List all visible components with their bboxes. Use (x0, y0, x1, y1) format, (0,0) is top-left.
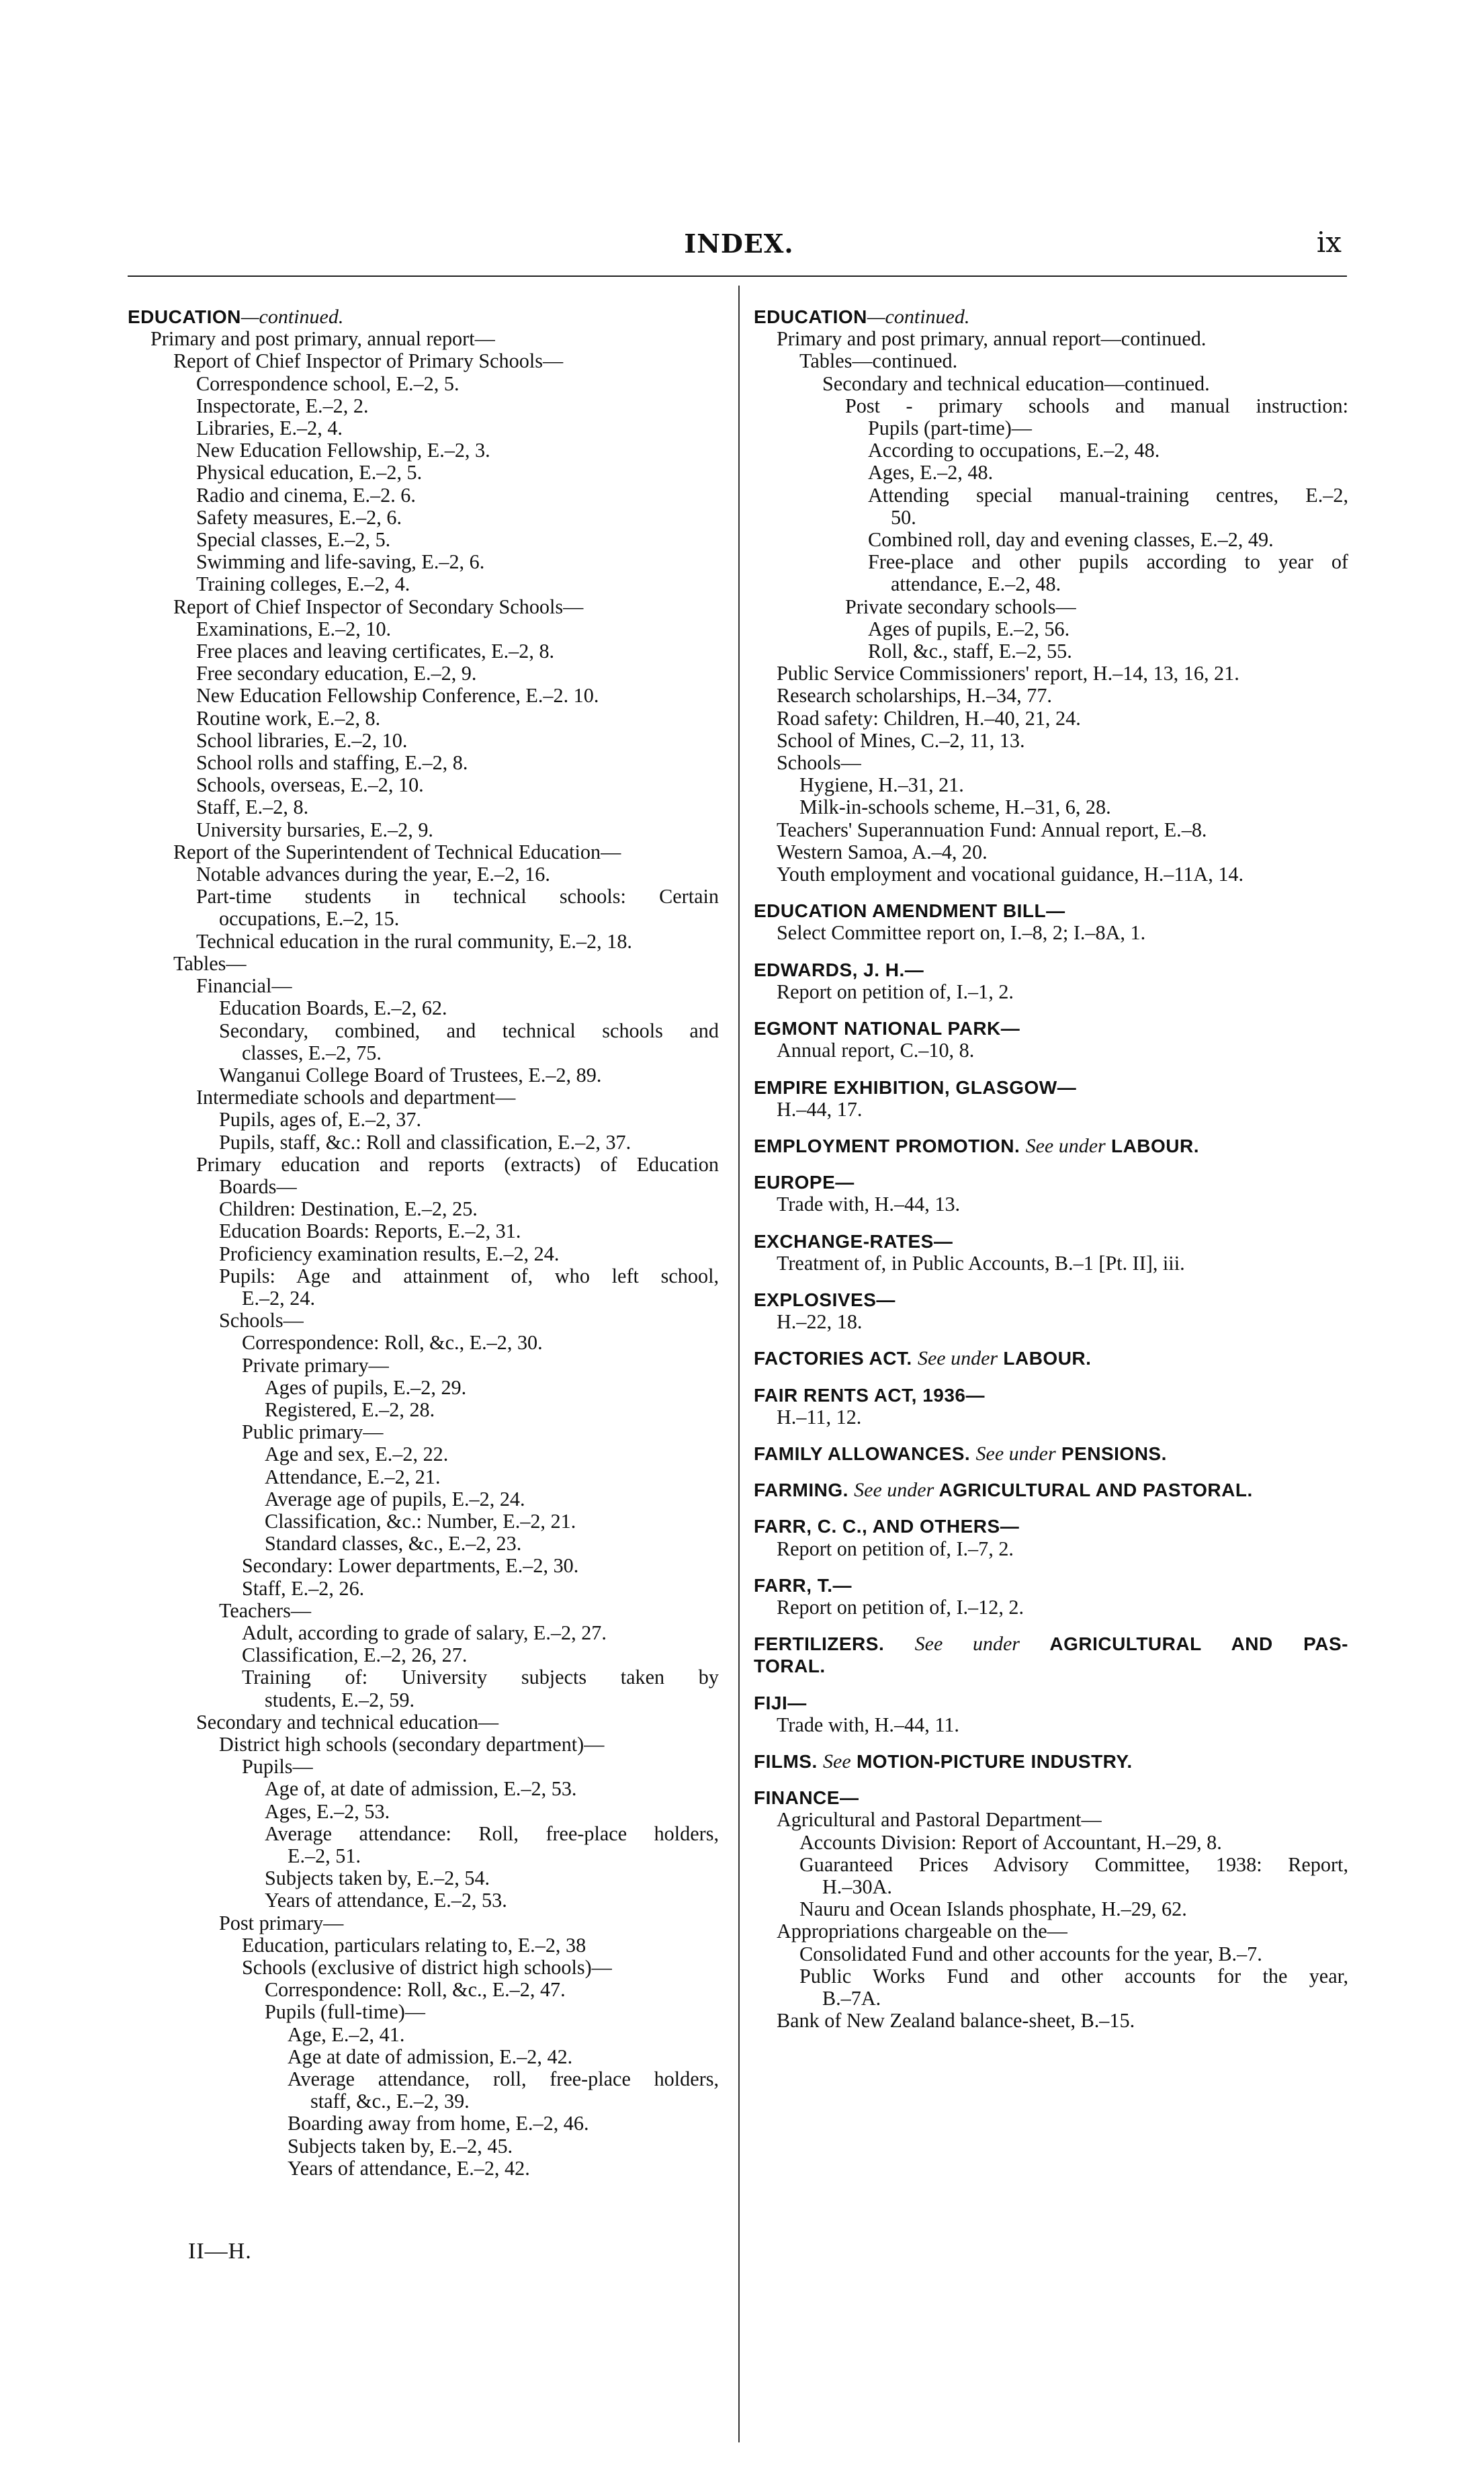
page-number: ix (1316, 226, 1342, 259)
index-entry: Staff, E.–2, 26. (242, 1576, 365, 1600)
index-entry: Education, particulars relating to, E.–2, 38 (242, 1933, 586, 1957)
reference-target: AGRICULTURAL AND PAS- (1049, 1633, 1348, 1655)
index-heading (754, 1655, 1348, 1677)
heading-continued: —continued. (867, 306, 970, 328)
index-entry: Notable advances during the year, E.–2, 16. (196, 863, 550, 886)
index-heading (128, 306, 719, 328)
index-entry: Classification, E.–2, 26, 27. (242, 1643, 468, 1667)
index-entry: According to occupations, E.–2, 48. (868, 439, 1160, 462)
index-entry: Inspectorate, E.–2, 2. (196, 394, 369, 417)
see-reference: See under (854, 1479, 934, 1502)
index-entry: Secondary, combined, and technical schools and (219, 1019, 719, 1042)
index-entry: Pupils— (242, 1755, 313, 1779)
heading-text: EDWARDS, J. H.— (754, 959, 924, 980)
index-heading (754, 1017, 1348, 1039)
entry-spacer (754, 1157, 1348, 1171)
heading-text: FERTILIZERS. (754, 1633, 885, 1655)
index-heading (754, 1171, 1348, 1193)
index-entry: Libraries, E.–2, 4. (196, 417, 343, 440)
index-entry: New Education Fellowship Conference, E.–2. 10. (196, 684, 599, 708)
index-entry: Research scholarships, H.–34, 77. (777, 684, 1052, 708)
heading-continued: —continued. (241, 306, 344, 328)
index-heading (754, 1750, 1348, 1773)
index-entry: Teachers— (219, 1598, 312, 1622)
index-entry: Training colleges, E.–2, 4. (196, 572, 410, 596)
index-entry: Schools, overseas, E.–2, 10. (196, 773, 424, 797)
index-entry: Post primary— (219, 1911, 344, 1934)
index-entry: Part-time students in technical schools: Certain (196, 885, 719, 908)
entry-spacer (754, 1003, 1348, 1017)
index-heading (754, 1135, 1348, 1157)
index-entry: Routine work, E.–2, 8. (196, 706, 381, 730)
index-entry: Free-place and other pupils according to year of (868, 550, 1348, 574)
index-entry: Age of, at date of admission, E.–2, 53. (265, 1777, 577, 1801)
index-entry: Secondary and technical education—continued. (822, 372, 1210, 395)
index-entry: Years of attendance, E.–2, 53. (265, 1889, 507, 1912)
entry-spacer (754, 1560, 1348, 1574)
index-entry: Primary and post primary, annual report—continued. (777, 327, 1207, 351)
entry-spacer (754, 1736, 1348, 1750)
index-entry: Technical education in the rural community, E.–2, 18. (196, 929, 632, 953)
entry-spacer (754, 1333, 1348, 1347)
index-entry: Education Boards: Reports, E.–2, 31. (219, 1220, 521, 1243)
index-entry: Attending special manual-training centres, E.–2, (868, 483, 1348, 507)
index-entry: Swimming and life-saving, E.–2, 6. (196, 550, 485, 574)
entry-spacer (754, 1121, 1348, 1135)
reference-target: PENSIONS. (1061, 1443, 1167, 1464)
entry-spacer (754, 1216, 1348, 1230)
index-entry: New Education Fellowship, E.–2, 3. (196, 439, 490, 462)
index-entry: Staff, E.–2, 8. (196, 796, 309, 819)
index-entry: School rolls and staffing, E.–2, 8. (196, 751, 468, 775)
index-entry: Years of attendance, E.–2, 42. (288, 2156, 530, 2180)
index-entry: Pupils (part-time)— (868, 417, 1032, 440)
index-entry: 50. (891, 505, 916, 529)
index-entry: Nauru and Ocean Islands phosphate, H.–29, 62. (799, 1897, 1187, 1921)
index-entry: School libraries, E.–2, 10. (196, 728, 408, 752)
index-entry: Proficiency examination results, E.–2, 24. (219, 1242, 560, 1265)
entry-spacer (754, 1062, 1348, 1076)
index-entry: Age, E.–2, 41. (288, 2022, 405, 2046)
index-entry: Road safety: Children, H.–40, 21, 24. (777, 706, 1081, 730)
index-entry: Safety measures, E.–2, 6. (196, 505, 402, 529)
index-entry: Public primary— (242, 1420, 384, 1444)
index-entry: Tables—continued. (799, 349, 958, 373)
index-entry: Hygiene, H.–31, 21. (799, 773, 964, 797)
see-reference: See under (917, 1347, 998, 1370)
index-entry: Correspondence: Roll, &c., E.–2, 47. (265, 1978, 566, 2002)
heading-text: FARR, C. C., AND OTHERS— (754, 1516, 1020, 1537)
index-entry: Schools (exclusive of district high schools)— (242, 1956, 612, 1979)
index-entry: Report on petition of, I.–12, 2. (777, 1595, 1024, 1619)
index-entry: Children: Destination, E.–2, 25. (219, 1197, 478, 1221)
index-entry: Ages of pupils, E.–2, 56. (868, 617, 1070, 640)
index-heading (754, 1479, 1348, 1501)
heading-text: EXPLOSIVES— (754, 1289, 896, 1310)
index-entry: occupations, E.–2, 15. (219, 907, 400, 931)
entry-spacer (754, 1773, 1348, 1787)
index-entry: H.–22, 18. (777, 1310, 863, 1334)
index-entry: Radio and cinema, E.–2. 6. (196, 483, 416, 507)
index-heading (754, 1692, 1348, 1714)
index-entry: Report on petition of, I.–7, 2. (777, 1537, 1014, 1560)
index-entry: Milk-in-schools scheme, H.–31, 6, 28. (799, 796, 1111, 819)
index-heading (754, 1443, 1348, 1465)
heading-text: TORAL. (754, 1656, 826, 1677)
index-heading (754, 1633, 1348, 1655)
index-entry: Trade with, H.–44, 13. (777, 1193, 961, 1216)
heading-text: FAIR RENTS ACT, 1936— (754, 1384, 985, 1406)
heading-text: EGMONT NATIONAL PARK— (754, 1018, 1020, 1039)
index-entry: Free secondary education, E.–2, 9. (196, 662, 477, 685)
index-entry: Special classes, E.–2, 5. (196, 528, 391, 552)
heading-text: EDUCATION (754, 306, 867, 327)
signature-mark: II—H. (188, 2239, 252, 2264)
index-heading (754, 1515, 1348, 1537)
index-entry: Public Works Fund and other accounts for the year, (799, 1964, 1348, 1988)
index-entry: Schools— (219, 1309, 304, 1332)
reference-target: MOTION-PICTURE INDUSTRY. (856, 1750, 1133, 1772)
heading-text: FIJI— (754, 1692, 807, 1713)
heading-text: EDUCATION (128, 306, 241, 327)
reference-target: AGRICULTURAL AND PASTORAL. (939, 1480, 1253, 1501)
reference-target: LABOUR. (1003, 1348, 1092, 1369)
index-entry: Pupils, ages of, E.–2, 37. (219, 1108, 422, 1132)
heading-text: EUROPE— (754, 1172, 855, 1193)
index-entry: Physical education, E.–2, 5. (196, 461, 423, 484)
index-entry: H.–44, 17. (777, 1097, 863, 1121)
index-entry: Average attendance, roll, free-place holders, (288, 2067, 719, 2091)
index-entry: Private primary— (242, 1353, 389, 1377)
index-entry: H.–11, 12. (777, 1405, 862, 1428)
index-entry: Correspondence school, E.–2, 5. (196, 372, 460, 395)
index-heading (754, 959, 1348, 981)
index-entry: staff, &c., E.–2, 39. (310, 2090, 470, 2113)
index-entry: Average attendance: Roll, free-place holders, (265, 1822, 719, 1845)
entry-spacer (754, 886, 1348, 900)
index-entry: Select Committee report on, I.–8, 2; I.–8A, 1. (777, 921, 1146, 945)
index-entry: Western Samoa, A.–4, 20. (777, 840, 988, 863)
index-entry: Intermediate schools and department— (196, 1086, 516, 1109)
index-entry: E.–2, 51. (288, 1844, 361, 1868)
heading-text: EDUCATION AMENDMENT BILL— (754, 900, 1065, 922)
index-heading (754, 900, 1348, 922)
header-rule (128, 275, 1347, 277)
index-entry: students, E.–2, 59. (265, 1688, 415, 1711)
index-entry: Youth employment and vocational guidance, H.–11A, 14. (777, 863, 1244, 886)
index-entry: Roll, &c., staff, E.–2, 55. (868, 640, 1072, 663)
see-reference: See under (914, 1633, 1020, 1656)
index-heading (754, 1574, 1348, 1596)
index-entry: Boarding away from home, E.–2, 46. (288, 2112, 589, 2135)
index-heading (754, 1384, 1348, 1406)
index-entry: Agricultural and Pastoral Department— (777, 1808, 1102, 1832)
index-entry: Examinations, E.–2, 10. (196, 617, 392, 640)
entry-spacer (754, 1428, 1348, 1443)
index-entry: Accounts Division: Report of Accountant, H.–29, 8. (799, 1830, 1222, 1854)
index-entry: Registered, E.–2, 28. (265, 1398, 435, 1421)
index-entry: Secondary: Lower departments, E.–2, 30. (242, 1554, 579, 1578)
heading-text: EMPIRE EXHIBITION, GLASGOW— (754, 1076, 1077, 1098)
index-entry: Trade with, H.–44, 11. (777, 1713, 959, 1736)
index-entry: District high schools (secondary department)— (219, 1733, 605, 1756)
index-entry: Age and sex, E.–2, 22. (265, 1443, 449, 1466)
index-entry: Pupils: Age and attainment of, who left school, (219, 1264, 719, 1287)
index-entry: Subjects taken by, E.–2, 54. (265, 1867, 490, 1890)
index-entry: University bursaries, E.–2, 9. (196, 818, 433, 841)
index-entry: Post - primary schools and manual instruction: (845, 394, 1348, 417)
heading-text: EXCHANGE-RATES— (754, 1230, 953, 1252)
heading-text: FAMILY ALLOWANCES. (754, 1443, 971, 1464)
index-entry: Age at date of admission, E.–2, 42. (288, 2045, 573, 2068)
entry-spacer (754, 1275, 1348, 1289)
index-entry: classes, E.–2, 75. (242, 1041, 382, 1064)
entry-spacer (754, 1678, 1348, 1692)
index-entry: Combined roll, day and evening classes, E.–2, 49. (868, 528, 1274, 552)
index-entry: Standard classes, &c., E.–2, 23. (265, 1532, 522, 1555)
column-divider (738, 286, 740, 2442)
index-entry: School of Mines, C.–2, 11, 13. (777, 728, 1025, 752)
index-heading (754, 1289, 1348, 1311)
heading-text: FILMS. (754, 1750, 818, 1772)
index-entry: B.–7A. (822, 1987, 881, 2010)
entry-spacer (754, 1619, 1348, 1633)
index-entry: Free places and leaving certificates, E.–2, 8. (196, 640, 555, 663)
index-heading (754, 1347, 1348, 1369)
index-entry: Pupils (full-time)— (265, 2000, 425, 2024)
index-entry: Annual report, C.–10, 8. (777, 1039, 975, 1062)
entry-spacer (754, 1501, 1348, 1515)
index-entry: Primary education and reports (extracts) of Education (196, 1152, 719, 1176)
index-entry: Ages, E.–2, 53. (265, 1799, 390, 1823)
index-entry: Subjects taken by, E.–2, 45. (288, 2134, 513, 2158)
index-entry: Report of Chief Inspector of Primary Schools— (173, 349, 564, 373)
index-entry: Report on petition of, I.–1, 2. (777, 980, 1014, 1003)
index-heading (754, 1230, 1348, 1252)
heading-text: FARR, T.— (754, 1574, 853, 1596)
index-entry: Ages of pupils, E.–2, 29. (265, 1375, 467, 1399)
index-entry: Classification, &c.: Number, E.–2, 21. (265, 1509, 576, 1533)
index-entry: Tables— (173, 951, 247, 975)
heading-text: FINANCE— (754, 1787, 859, 1809)
index-entry: Report of the Superintendent of Technical Education— (173, 840, 621, 863)
index-entry: Adult, according to grade of salary, E.–2, 27. (242, 1621, 607, 1644)
see-reference: See under (1025, 1134, 1106, 1157)
index-entry: Boards— (219, 1175, 297, 1198)
index-entry: Private secondary schools— (845, 595, 1076, 618)
entry-spacer (754, 1370, 1348, 1384)
index-entry: Appropriations chargeable on the— (777, 1920, 1067, 1943)
heading-text: FACTORIES ACT. (754, 1348, 912, 1369)
see-reference: See under (975, 1442, 1056, 1465)
heading-text: EMPLOYMENT PROMOTION. (754, 1135, 1020, 1156)
index-entry: Secondary and technical education— (196, 1710, 499, 1734)
index-entry: Education Boards, E.–2, 62. (219, 996, 447, 1020)
index-entry: Report of Chief Inspector of Secondary Schools— (173, 595, 584, 618)
index-heading (754, 1787, 1348, 1809)
index-entry: H.–30A. (822, 1875, 892, 1898)
entry-spacer (754, 1465, 1348, 1479)
index-entry: Teachers' Superannuation Fund: Annual report, E.–8. (777, 818, 1207, 841)
index-entry: Public Service Commissioners' report, H.–14, 13, 16, 21. (777, 662, 1239, 685)
index-entry: Treatment of, in Public Accounts, B.–1 [Pt. II], iii. (777, 1251, 1185, 1275)
index-entry: Schools— (777, 751, 861, 775)
index-entry: Financial— (196, 974, 292, 998)
entry-spacer (754, 945, 1348, 959)
heading-text: FARMING. (754, 1480, 848, 1501)
see-reference: See (823, 1750, 851, 1773)
index-entry: Average age of pupils, E.–2, 24. (265, 1487, 525, 1510)
reference-target: LABOUR. (1110, 1135, 1200, 1156)
index-entry: Primary and post primary, annual report— (150, 327, 495, 351)
left-column (128, 306, 719, 2180)
index-entry: Correspondence: Roll, &c., E.–2, 30. (242, 1331, 543, 1355)
index-entry: Consolidated Fund and other accounts for the year, B.–7. (799, 1942, 1262, 1965)
index-entry: Wanganui College Board of Trustees, E.–2, 89. (219, 1063, 602, 1086)
page-title: INDEX. (684, 228, 794, 259)
index-entry: Training of: University subjects taken by (242, 1666, 719, 1689)
index-entry: Attendance, E.–2, 21. (265, 1465, 441, 1488)
index-entry: E.–2, 24. (242, 1286, 316, 1310)
index-heading (754, 1076, 1348, 1099)
index-entry: Bank of New Zealand balance-sheet, B.–15. (777, 2009, 1135, 2033)
index-entry: attendance, E.–2, 48. (891, 572, 1061, 596)
index-heading (754, 306, 1348, 328)
index-entry: Pupils, staff, &c.: Roll and classification, E.–2, 37. (219, 1130, 631, 1154)
index-entry: Ages, E.–2, 48. (868, 461, 994, 484)
index-entry: Guaranteed Prices Advisory Committee, 1938: Report, (799, 1852, 1348, 1876)
right-column (754, 306, 1348, 2032)
